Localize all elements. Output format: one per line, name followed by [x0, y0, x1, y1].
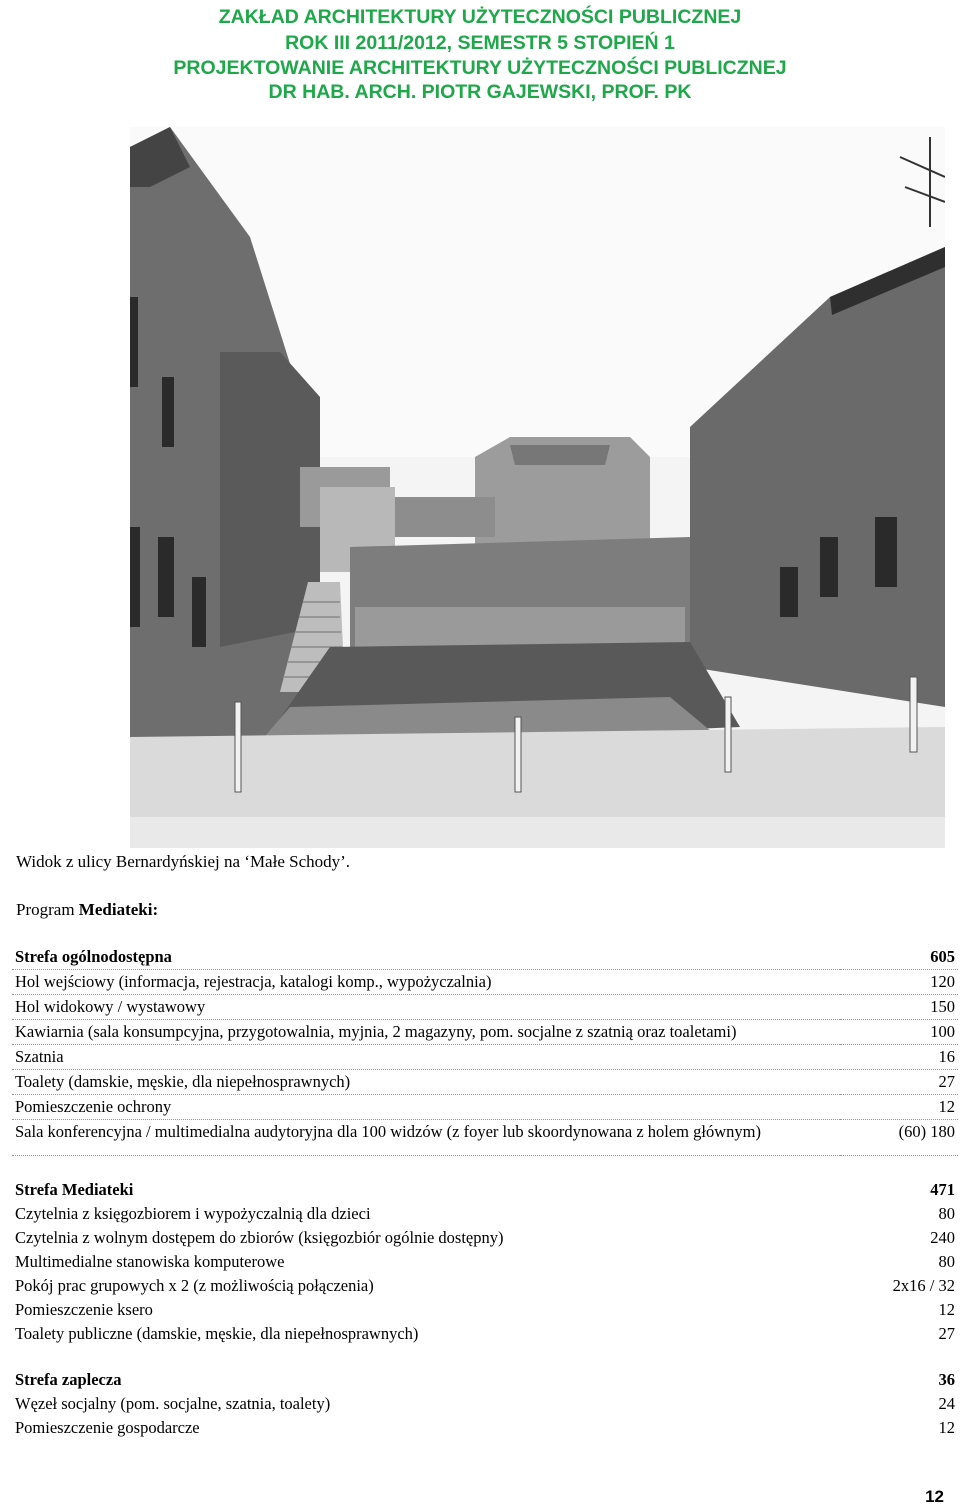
row-value: 16 [840, 1045, 958, 1070]
group-total: 471 [930, 1180, 955, 1199]
table-row [12, 1095, 958, 1120]
row-label: Toalety (damskie, męskie, dla niepełnosprawnych) [12, 1070, 840, 1095]
header-line-3: PROJEKTOWANIE ARCHITEKTURY UŻYTECZNOŚCI PUBLICZNEJ [173, 57, 787, 79]
table-row [12, 1322, 958, 1346]
row-value: 27 [938, 1324, 955, 1343]
row-label: Pomieszczenie gospodarcze [15, 1418, 200, 1437]
row-value: 80 [938, 1204, 955, 1223]
row-value: 100 [840, 1020, 958, 1045]
group-total: 605 [840, 945, 958, 970]
group-header [12, 1178, 958, 1202]
table-row [12, 1202, 958, 1226]
row-label: Czytelnia z księgozbiorem i wypożyczalnią dla dzieci [15, 1204, 371, 1223]
row-label: Pomieszczenie ksero [15, 1300, 153, 1319]
row-label: Hol wejściowy (informacja, rejestracja, katalogi komp., wypożyczalnia) [12, 970, 840, 995]
table-row [12, 1070, 958, 1095]
table-row [12, 995, 958, 1020]
row-label: Pokój prac grupowych x 2 (z możliwością połączenia) [15, 1276, 374, 1295]
row-label: Węzeł socjalny (pom. socjalne, szatnia, toalety) [15, 1394, 331, 1413]
row-label: Hol widokowy / wystawowy [12, 995, 840, 1020]
row-value: 240 [930, 1228, 955, 1247]
group-name: Strefa ogólnodostępna [12, 945, 840, 970]
program-title: Program Mediateki: [16, 900, 159, 919]
row-label: Szatnia [12, 1045, 840, 1070]
row-value: 2x16 / 32 [892, 1276, 955, 1295]
row-value: 12 [938, 1300, 955, 1319]
table-row [12, 1045, 958, 1070]
group-name: Strefa Mediateki [15, 1180, 134, 1199]
table-row [12, 1392, 958, 1416]
row-value: 80 [938, 1252, 955, 1271]
row-label: Kawiarnia (sala konsumpcyjna, przygotowalnia, myjnia, 2 magazyny, pom. socjalne z szatnią oraz toaletami) [12, 1020, 840, 1045]
group-header [12, 945, 958, 970]
header-line-4: DR HAB. ARCH. PIOTR GAJEWSKI, PROF. PK [268, 81, 692, 103]
table-row [12, 1416, 958, 1440]
row-value: 12 [840, 1095, 958, 1120]
row-value: 120 [840, 970, 958, 995]
table-row [12, 1298, 958, 1322]
table-row [12, 1226, 958, 1250]
row-label: Sala konferencyjna / multimedialna audytoryjna dla 100 widzów (z foyer lub skoordynowana z holem głównym) [12, 1120, 840, 1156]
group-name: Strefa zaplecza [15, 1370, 122, 1389]
row-value: 24 [938, 1394, 955, 1413]
page-number: 12 [925, 1487, 944, 1506]
table-row [12, 1020, 958, 1045]
photo-caption: Widok z ulicy Bernardyńskiej na ‘Małe Schody’. [16, 852, 351, 871]
street-photo [130, 127, 945, 848]
row-value: 150 [840, 995, 958, 1020]
table-row [12, 1250, 958, 1274]
row-value: 27 [840, 1070, 958, 1095]
table-row [12, 1120, 958, 1156]
row-label: Multimedialne stanowiska komputerowe [15, 1252, 285, 1271]
group-header [12, 1368, 958, 1392]
program-table [12, 945, 958, 1440]
row-label: Czytelnia z wolnym dostępem do zbiorów (księgozbiór ogólnie dostępny) [15, 1228, 504, 1247]
row-value: 12 [938, 1418, 955, 1437]
row-label: Toalety publiczne (damskie, męskie, dla niepełnosprawnych) [15, 1324, 419, 1343]
table-row [12, 970, 958, 995]
row-value: (60) 180 [840, 1120, 958, 1156]
table-row [12, 1274, 958, 1298]
group-total: 36 [938, 1370, 955, 1389]
row-label: Pomieszczenie ochrony [12, 1095, 840, 1120]
header-line-1: ZAKŁAD ARCHITEKTURY UŻYTECZNOŚCI PUBLICZNEJ [218, 6, 742, 28]
header-line-2: ROK III 2011/2012, SEMESTR 5 STOPIEŃ 1 [285, 32, 675, 54]
